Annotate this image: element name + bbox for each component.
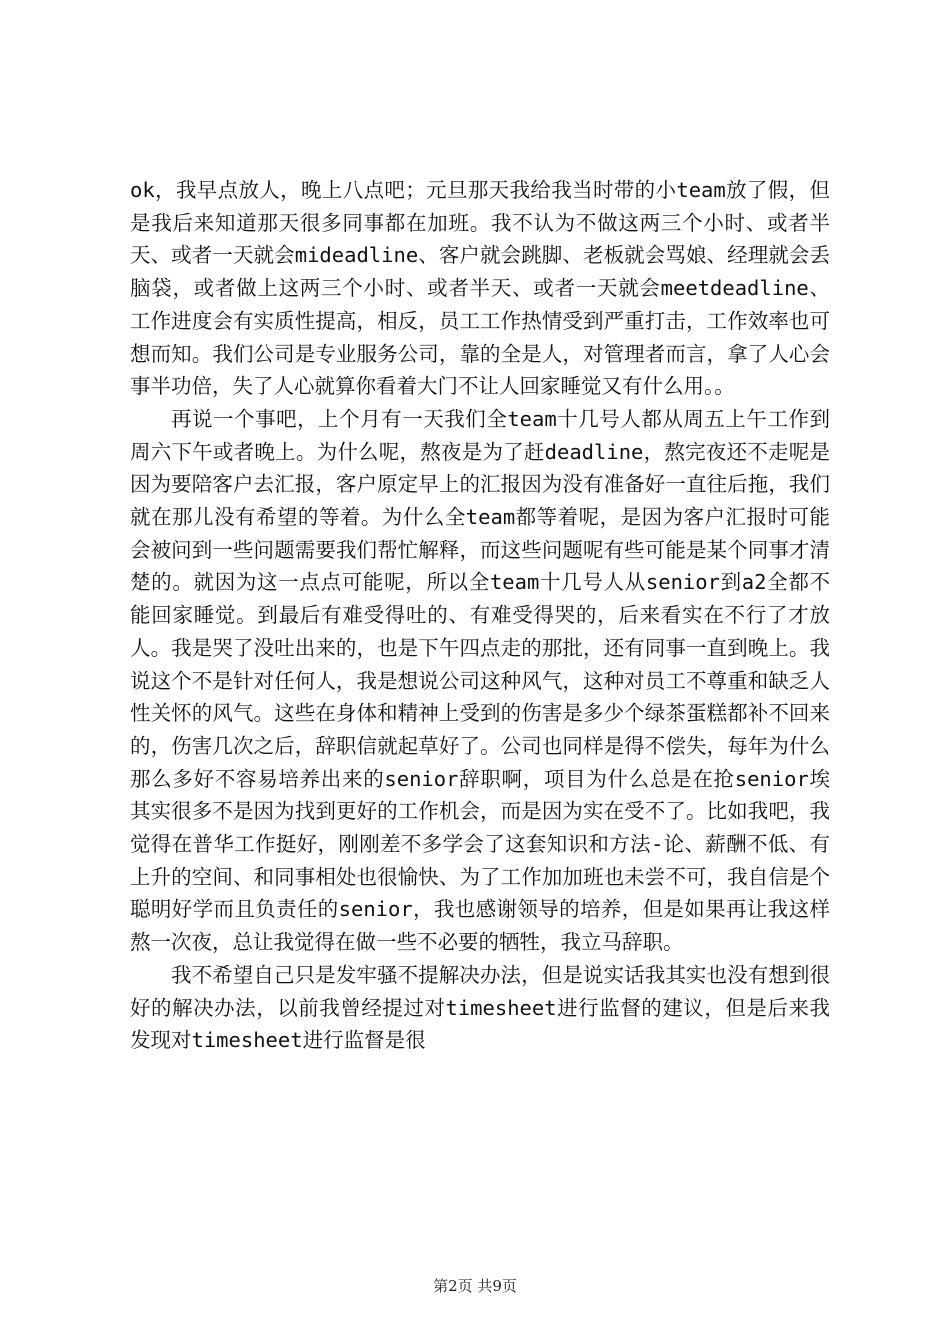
paragraph-3: 我不希望自己只是发牢骚不提解决办法，但是说实话我其实也没有想到很好的解决办法，以前我曾经提过对timesheet进行监督的建议，但是后来我发现对timesheet进行监督是很 (130, 962, 830, 1053)
page-footer: 第2页 共9页 (433, 1277, 517, 1295)
paragraph-1: ok，我早点放人，晚上八点吧；元旦那天我给我当时带的小team放了假，但是我后来知道那天很多同事都在加班。我不认为不做这两三个小时、或者半天、或者一天就会mideadline、客户就会跳脚、老板就会骂娘、经理就会丢脑袋，或者做上这两三个小时、或者半天、或者一天就会meetdeadline、工作进度会有实质性提高，相反，员工工作热情受到严重打击，工作效率也可想而知。我们公司是专业服务公司，靠的全是人，对管理者而言，拿了人心会事半功倍，失了人心就算你看着大门不让人回家睡觉又有什么用。。 (130, 178, 830, 399)
paragraph-2: 再说一个事吧，上个月有一天我们全team十几号人都从周五上午工作到周六下午或者晚上。为什么呢，熬夜是为了赶deadline，熬完夜还不走呢是因为要陪客户去汇报，客户原定早上的汇报因为没有准备好一直往后拖，我们就在那儿没有希望的等着。为什么全team都等着呢，是因为客户汇报时可能会被问到一些问题需要我们帮忙解释，而这些问题呢有些可能是某个同事才清楚的。就因为这一点点可能呢，所以全team十几号人从senior到a2全都不能回家睡觉。到最后有难受得吐的、有难受得哭的，后来看实在不行了才放人。我是哭了没吐出来的，也是下午四点走的那批，还有同事一直到晚上。我说这个不是针对任何人，我是想说公司这种风气，这种对员工不尊重和缺乏人性关怀的风气。这些在身体和精神上受到的伤害是多少个绿茶蛋糕都补不回来的，伤害几次之后，辞职信就起草好了。公司也同样是得不偿失，每年为什么那么多好不容易培养出来的senior辞职啊，项目为什么总是在抢senior埃其实很多不是因为找到更好的工作机会，而是因为实在受不了。比如我吧，我觉得在普华工作挺好，刚刚差不多学会了这套知识和方法-论、薪酬不低、有上升的空间、和同事相处也很愉快、为了工作加加班也未尝不可，我自信是个聪明好学而且负责任的senior，我也感谢领导的培养，但是如果再让我这样熬一次夜，总让我觉得在做一些不必要的牺牲，我立马辞职。 (130, 406, 830, 955)
document-body (130, 174, 830, 1057)
